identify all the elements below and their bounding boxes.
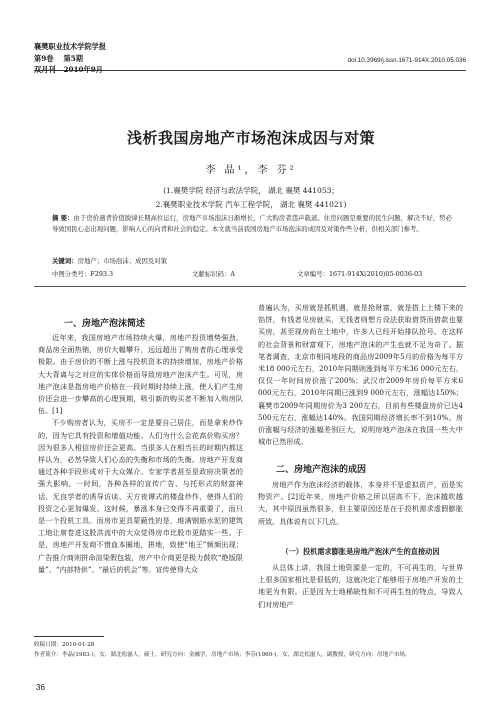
- journal-volume: 第9卷: [34, 53, 54, 63]
- section-2-heading: 二、房地产泡沫的成因: [276, 465, 367, 475]
- subsection-heading: （一）投机需求膨胀是房地产泡沫产生的直接动因: [281, 547, 440, 556]
- affiliations: [0, 184, 502, 212]
- section-2-intro: [258, 479, 463, 528]
- keywords: [52, 256, 452, 265]
- paragraph: 近年来，我国房地产市场持续火爆，房地产投资增势强劲，商品房全面热销，房价大幅攀升，远远超出了购房者的心理承受极限。由于房价的不断上涨与投机资本的持续增加，房地产价格大大背离与之对应的实体价格而导致房地产泡沫产生。可见，房地产泡沫是指房地产价格在一段时期时持续上涨，使人们产生房价还会进一步攀高的心理预期，吸引新的购买者不断加入购房队伍。[1]: [38, 333, 243, 416]
- paragraph: 不少购房者认为，买房不一定是要自己居住，而是拿来炒作的，因为它具有投资和增值功能。人们为什么会花高价购买房？因为很多人相信房价还会更高。当很多人在相当长的时期内都这样认为，必然导致人们心态的失衡和市场的失衡。房地产开发商通过各种手段形成对于大众媒介、专家学者甚至是政府决策者的强大影响。一时间，各种各样的宣传广告、与托形式的财富神话、无良学者的诱导访谈、天方夜谭式的楼盘炒作，使得人们的投资之心更加爆发。这时候，暴涨本身已变得不再重要了，而只是一个投机工具。而房市更具蒙蔽性的是，堆满钢筋水泥的建筑工地让席卷进这股洪流中的大众觉得房市比股市更踏实一些。于是，房地产开发商不惜血本圈地，拼地，致使“地王”频频出现；广告推介商则拼命渲染假包装，房产中介商更是极力鼓吹“绝版限量”、“内部特供”、“最后的机会”等。宣传使得大众: [38, 418, 243, 574]
- document-code: 文献标识码：A: [192, 270, 235, 278]
- doi: doi:10.3969/j.issn.1671-914X.2010.05.036: [347, 57, 466, 64]
- article-id: 文章编号：1671-914X(2010)05-0036-03: [297, 270, 423, 278]
- left-column: [38, 332, 243, 576]
- affiliation-2: 2.襄樊职业技术学院 汽车工程学院， 湖北 襄樊 441021): [155, 200, 347, 209]
- abstract: [52, 213, 452, 235]
- section-1-heading: 一、房地产泡沫简述: [64, 319, 146, 329]
- keywords-label: 关键词：: [52, 257, 78, 265]
- right-column: [258, 302, 463, 448]
- journal-vol-issue: [34, 53, 106, 65]
- journal-date: 2010年9月: [63, 65, 103, 74]
- received-date: 收稿日期：2010-01-28: [34, 642, 95, 648]
- journal-name: 襄樊职业技术学院学报: [34, 42, 106, 51]
- paragraph: 房地产作为泡沫经济的载体，本身并不是虚拟资产，而是实物资产。[2]近年来，房地产价格之所以居高不下，泡沫越吹越大，其中原因虽然很多，但主要原因还是在于投机需求虚假膨胀所致。具体说有以下几点。: [258, 480, 463, 526]
- page-number: 36: [36, 683, 45, 692]
- keywords-text: 房地产；市场泡沫；成因及对策: [77, 257, 168, 265]
- footnote-rule: [34, 636, 104, 637]
- article-authors: 李 晶¹，李 芬²: [205, 165, 297, 176]
- subsection-body: [258, 562, 463, 611]
- author-bio: 作者简介：李晶(1983-)，女，湖北松滋人，硕士，研究方向：金融学，房地产市场；李芬(1960-)，女，湖北松滋人，副教授，研究方向：房地产市场。: [34, 652, 411, 658]
- journal-period-label: 双月刊: [34, 65, 56, 74]
- journal-issue: 第5期: [63, 53, 83, 63]
- article-title: 浅析我国房地产市场泡沫成因与对策: [126, 129, 375, 147]
- abstract-text: 由于房价過背价值脱律长期高位运行，房地产市场泡沫日渐增长，广大购房者怨声载道。住房问题是重要的民生问题，解决不好，势必导致国民心态出现问题，影响人心的向背和社会的稳定。本文就当前我国房地产市场泡沫的成因及对策作些分析，供相关部门参考。: [52, 214, 452, 234]
- paragraph: 从总体上讲，我国土地资源是一定的，不可再生的，与世界上很多国家相比是很低的，这就决定了能够用于房地产开发的土地更为有限。正是因为土地稀缺性和不可再生性的特点，导致人们对房地产: [258, 563, 463, 609]
- abstract-label: 摘 要：: [52, 214, 74, 222]
- footnotes: [34, 640, 474, 660]
- header-rule: [34, 70, 466, 71]
- abstract-rule: [34, 286, 466, 287]
- paragraph: 普遍认为，买房就是抓机遇，就是抢财富，就是搭上上楼下来的馅饼，有钱者见房就买，无钱者则想方设法获取借贷而借款也要买房，甚至现房尚在土地中，许多人已经开始排队抢号。在这样的社会背景和财富观下，房地产泡沫的产生也就不足为奇了。据笔者调查，北京市相同地段的商品房2009年5月的价格为每平方米18 000元左右，2010年同期则涨到每平方米36 000元左右，仅仅一年时间房价涨了200%；武汉市2009年房价每平方米6 000元左右，2010年同期已涨到9 000元左右，涨幅达150%；襄樊市2009年同期房价为3 200左右，目前有些楼盘房价已达4 500元左右，涨幅达140%。我国同期经济增长率不到10%。房价涨幅与经济的涨幅差别巨大，说明房地产泡沫在我国一些大中城市已然形成。: [258, 303, 463, 447]
- clc-number: 中图分类号：F293.3: [52, 270, 114, 278]
- affiliation-1: (1.襄樊学院 经济与政法学院， 湖北 襄樊 441053；: [163, 186, 339, 195]
